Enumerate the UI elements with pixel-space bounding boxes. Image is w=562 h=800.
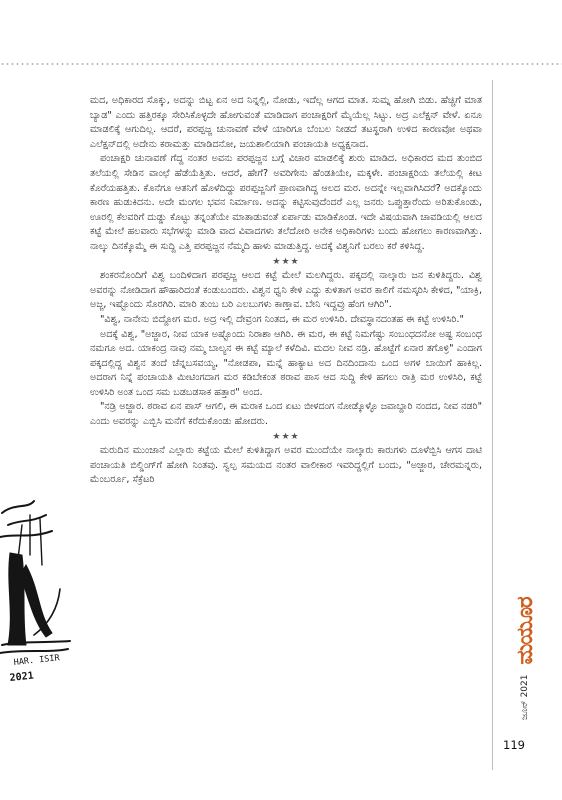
article-paragraph: ಅದಕ್ಕೆ ವಿಶ್ವ, "ಅಜ್ಜಾರ, ನೀವ ಯಾಕ ಅಷ್ಟೊಂದು ನಿರಾಶಾ ಆಗಿರಿ. ಈ ಮರ, ಈ ಕಟ್ಟೆ ನಿಮಗೆಷ್ಟು ಸಂಬಂಧದನೋ ಅಷ್ಟ ಸಂಬಂಧ ನಮಗೂ ಅದ. ಯಾಕಂದ್ರ ನಾವು ನಮ್ಮ ಬಾಲ್ಯನ ಈ ಕಟ್ಟೆ ಮ್ಯಾಲೆ ಕಳೆದಿವಿ. ಮದಲ ನೀವ ನಡ್ರಿ. ಹೊಟ್ಟೆಗೆ ಏನಾರ ತಗೊಳ್ರಿ" ಎಂದಾಗ ಪಕ್ಕದಲ್ಲಿದ್ದ ವಿಶ್ವನ ತಂದೆ ಚೆನ್ನಬಸವಯ್ಯ, "ನೋಡಪಾ, ಮನ್ನೆ ಹಾಕ್ಯಾಟ ಅದ ದಿನದಿಂದಾನು ಒಂದ ಅಗಳ ಬಾಯಿಗೆ ಹಾಕಿಲ್ಲ. ಅದರಾಗ ನಿನ್ನೆ ಪಂಚಾಯತಿ ಮೀಟಿಂಗದಾಗ ಮರ ಕಡಿಬೇಕಂತ ಠರಾವ ಪಾಸ ಆದ ಸುದ್ದಿ ಕೇಳಿ ಹಗಲು ರಾತ್ರಿ ಮರ ಉಳಿಸಿರಿ, ಕಟ್ಟೆ ಉಳಿಸಿರಿ ಅಂತ ಒಂದ ಸಮ ಬಡಬಡಸಾಕ ಹತ್ತಾರ" ಅಂದ. — [90, 328, 482, 398]
article-body — [90, 94, 482, 488]
article-paragraph: ಪಂಚಾಕ್ಷರಿ ಚುನಾವಣೆ ಗೆದ್ದ ನಂತರ ಅವನು ಪರಪ್ಪಜ್ಜನ ಬಗ್ಗೆ ವಿಚಾರ ಮಾಡಲಿಕ್ಕೆ ಶುರು ಮಾಡಿದ. ಅಧಿಕಾರದ ಮದ ತುಂಬಿದ ತಲೆಯಲ್ಲಿ ಸೇಡಿನ ವಾಂಛೆ ಹೆಡೆಯೆತ್ತಿತು. ಆದರೆ, ಹೇಗೆ? ಅವರಿಗೇನು ಹೆಂಡತಿಯೇ, ಮಕ್ಕಳೇ. ಪಂಚಾಕ್ಷರಿಯ ತಲೆಯಲ್ಲಿ ಕೀಟ ಕೊರೆಯಹತ್ತಿತು. ಕೊನೆಗೂ ಆತನಿಗೆ ಹೊಳೆದಿದ್ದು ಪರಪ್ಪಜ್ಜನಿಗೆ ಪ್ರಾಣವಾಗಿದ್ದ ಆಲದ ಮರ. ಅದನ್ನೇ ಇಲ್ಲವಾಗಿಸಿದರೆ? ಅದಕ್ಕೊಂದು ಕಾರಣ ಹುಡುಕಿದನು. ಅದೇ ಮಂಗಲ ಭವನ ನಿರ್ಮಾಣ. ಅದನ್ನು ಕಟ್ಟಿಸುವುದೆಂದರೆ ಎಲ್ಲ ಜನರು ಒಪ್ಪುತ್ತಾರೆಂದು ಅರಿತುಕೊಂಡು, ಊರಲ್ಲಿ ಕೆಲವರಿಗೆ ದುಡ್ಡು ಕೊಟ್ಟು ತನ್ನಂತೆಯೇ ಮಾತಾಡುವಂತೆ ಏರ್ಪಾಡು ಮಾಡಿಕೊಂಡ. ಇದೇ ವಿಷಯವಾಗಿ ಚಾವಡಿಯಲ್ಲಿ ಆಲದ ಕಟ್ಟೆ ಮೇಲೆ ಹಲವಾರು ಸಭೆಗಳನ್ನು ಮಾಡಿ ವಾದ ವಿವಾದಗಳು ತಲೆದೋರಿ ಅನೇಕ ಅಧಿಕಾರಿಗಳು ಬಂದು ಹೋಗಲು ಕಾರಣವಾಗಿತ್ತು. ನಾಲ್ಕು ದಿನಕ್ಕೊಮ್ಮೆ ಈ ಸುದ್ದಿ ಎತ್ತಿ ಪರಪ್ಪಜ್ಜನ ನೆಮ್ಮದಿ ಹಾಳು ಮಾಡುತ್ತಿದ್ದ. ಅದಕ್ಕೆ ವಿಶ್ವನಿಗೆ ಬರಲು ಕರೆ ಕಳಿಸಿದ್ದ. — [90, 153, 482, 252]
margin-rule — [492, 80, 493, 770]
issue-date: ಜೂನ್ 2021 — [520, 674, 530, 720]
artist-signature: HAR. ISIR — [13, 653, 61, 668]
article-paragraph: "ವಿಶ್ವ, ನಾನೇನು ಬಿದ್ದೋಗ ಮರ. ಅದ್ರ ಇಲ್ಲಿ ದೇವ್ರಂಗ ನಿಂತದ, ಈ ಮರ ಉಳಿಸಿರಿ. ದೇವಸ್ಥಾನದಂತಹ ಈ ಕಟ್ಟೆ ಉಳಿಸಿರಿ." — [100, 313, 464, 325]
article-paragraph: "ನಡ್ರಿ ಅಜ್ಜಾರ. ಠರಾವ ಏನ ಪಾಸ್ ಆಗಲಿ, ಈ ಮರಾಕ ಒಂದ ಏಟು ಬೀಳದಂಗ ನೋಡ್ಕೊಳ್ಳೊ ಜವಾಬ್ದಾರಿ ನಂದದ, ನೀವ ನಡರಿ" ಎಂದು ಅವರನ್ನು ಎಬ್ಬಿಸಿ ಮನೆಗೆ ಕರೆದುಕೊಂಡು ಹೋದರು. — [90, 401, 482, 428]
article-paragraph: ಶಂಕರನೊಂದಿಗೆ ವಿಶ್ವ ಬಂದಿಳಿದಾಗ ಪರಪ್ಪಜ್ಜ ಆಲದ ಕಟ್ಟೆ ಮೇಲೆ ಮಲಗಿದ್ದರು. ಪಕ್ಕದಲ್ಲಿ ನಾಲ್ಕಾರು ಜನ ಕುಳಿತಿದ್ದರು. ವಿಶ್ವ ಅವರನ್ನು ನೋಡಿದಾಗ ಹೌಹಾರಿದಂತೆ ಕಂಡುಬಂದರು. ವಿಶ್ವನ ಧ್ವನಿ ಕೇಳಿ ಎದ್ದು ಕುಳಿತಾಗ ಅವರ ಕಾಲಿಗೆ ನಮಸ್ಕರಿಸಿ ಕೇಳಿದ, "ಯಾಕ್ರಿ, ಅಜ್ಜ, ಇಷ್ಟೊಂದು ಸೊರಗಿರಿ. ಮಾರಿ ತುಂಬ ಬರಿ ಎಲಬುಗಳು ಕಾಣ್ತಾವ. ಬೇನಿ ಇದ್ದವ್ರು ಹೆಂಗ ಆಗಿರಿ". — [90, 270, 482, 311]
tree-illustration — [0, 495, 72, 690]
artwork-year: 2021 — [9, 670, 35, 684]
section-separator: ★★★ — [272, 256, 300, 267]
magazine-logo: ಮಯೂರ — [512, 597, 538, 665]
page-number: 119 — [503, 738, 525, 752]
perforation-border — [0, 63, 562, 65]
article-paragraph: ಮದ, ಅಧಿಕಾರದ ಸೊಕ್ಕು, ಅದನ್ನು ಬಿಟ್ಟ ಏನ ಅದ ನಿನ್ನಲ್ಲಿ, ನೋಡು, ಇದೆಲ್ಲ ಆಗದ ಮಾತ. ಸುಮ್ನ ಹೋಗಿ ಬಿಡು. ಹೆಚ್ಚಿಗೆ ಮಾತ ಬ್ಯಾಡ" ಎಂದು ಹತ್ತಿರಕ್ಕೂ ಸೇರಿಸಿಕೊಳ್ಳದೇ ಹೋಗುವಂತೆ ಮಾಡಿದಾಗ ಪಂಚಾಕ್ಷರಿಗೆ ಮೈಯೆಲ್ಲ ಸಿಟ್ಟು. ಅದ್ರ ಎಲೆಕ್ಷನ್ ವೇಳೆ. ಏನೂ ಮಾಡಲಿಕ್ಕೆ ಆಗುದಿಲ್ಲ. ಆದರೆ, ಪರಪ್ಪಜ್ಜ ಚುನಾವಣೆ ವೇಳೆ ಯಾರಿಗೂ ಬೆಂಬಲ ನೀಡದೆ ತಟಸ್ಥರಾಗಿ ಉಳಿದ ಕಾರಣವೋ ಅಥವಾ ಎಲೆಕ್ಷನ್‌ದಲ್ಲಿ ಅದೇನು ಕರಾಮತ್ತು ಮಾಡಿದನೋ, ಜಯಶಾಲಿಯಾಗಿ ಪಂಚಾಯತಿ ಅಧ್ಯಕ್ಷನಾದ. — [90, 95, 482, 150]
sidebar-masthead — [505, 560, 545, 720]
article-paragraph: ಮರುದಿನ ಮುಂಜಾನೆ ಎಲ್ಲಾರು ಕಟ್ಟೆಯ ಮೇಲೆ ಕುಳಿತಿದ್ದಾಗ ಅವರ ಮುಂದೆಯೇ ನಾಲ್ಕಾರು ಕಾರುಗಳು ದೂಳೆಬ್ಬಿಸಿ ಆಗಸ ದಾಟಿ ಪಂಚಾಯತಿ ಬಿಲ್ಡಿಂಗ್‌ಗೆ ಹೋಗಿ ನಿಂತವು. ಸ್ವಲ್ಪ ಸಮಯದ ನಂತರ ವಾಲೀಕಾರ ಇವರಿದ್ದಲ್ಲಿಗೆ ಬಂದು, "ಅಜ್ಜಾರ, ಚೇರಮನ್ನರು, ಮೆಂಬರ್ರೂ, ಸೆಕ್ರೆಟರಿ — [90, 445, 482, 486]
section-separator: ★★★ — [272, 431, 300, 442]
